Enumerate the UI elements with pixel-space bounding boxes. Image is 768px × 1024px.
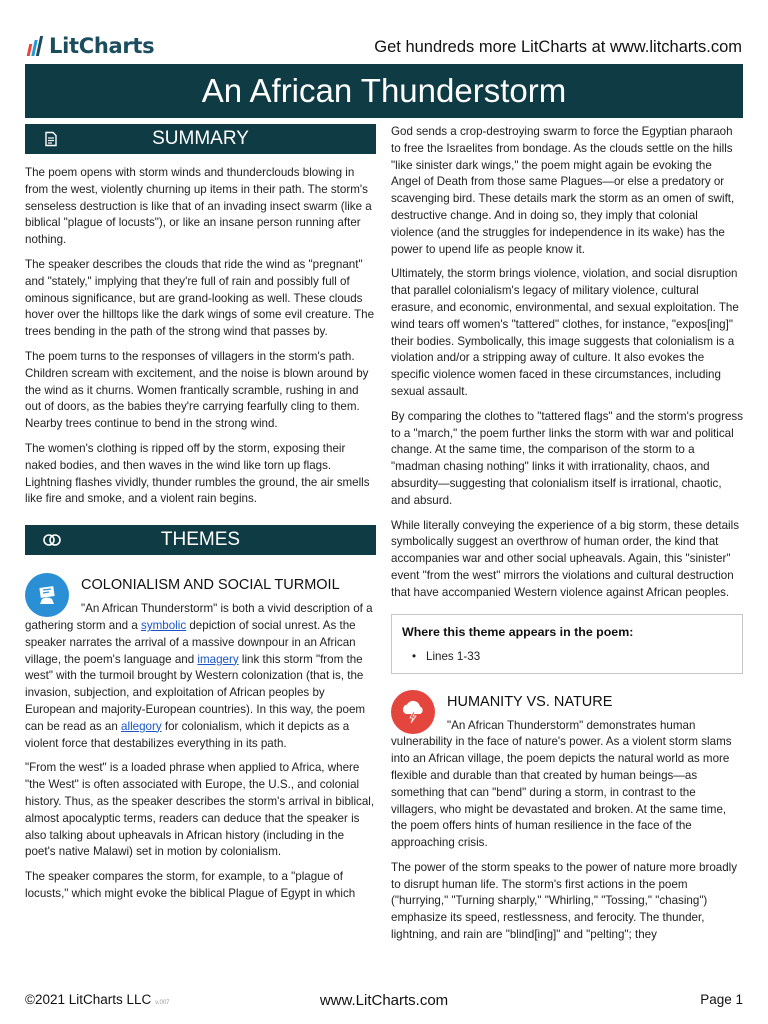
colonialism-theme-title: COLONIALISM AND SOCIAL TURMOIL (81, 577, 340, 594)
nature-paragraph: The power of the storm speaks to the power of nature more broadly to disrupt human life. The storm's first actions in the poem ("hurrying," "Turning sharply," "Whirling," "Tossing," "chasing") emphasize its speed, restlessness, and ferocity. The thunder, lightning, and rain are "blind[ing]" and "pelting"; they (391, 860, 738, 942)
colonialism-paragraph: God sends a crop-destroying swarm to force the Egyptian pharaoh to free the Israelites from bondage. As the clouds settle on the hills "like sinister dark wings," the poem might again be evoking the Angel of Death from those same Plagues—or else a predatory or scavenging bird. These details mark the storm as an omen of swift, destructive change. And in doing so, they imply that colonial violence (and the struggles for independence in its wake) has the power to upend life as people know it. (391, 125, 735, 256)
nature-theme-title: HUMANITY VS. NATURE (447, 693, 613, 710)
colonialism-paragraph: While literally conveying the experience of a big storm, these details symbolically suggest an overthrow of human order, the kind that accompanies war and other social upheavals. Again, this "sinister" event "from the west" mirrors the violations and cultural destruction that have accompanied Western violence against African peoples. (391, 518, 739, 599)
summary-paragraph: The women's clothing is ripped off by the storm, exposing their naked bodies, and then waves in the wind like torn up flags. Lightning flashes vividly, thunder rumbles the ground, the air smells like fire and smoke, and a violent rain begins. (25, 441, 370, 506)
summary-paragraph: The poem opens with storm winds and thunderclouds blowing in from the west, violently churning up items in their path. The storm's senseless destruction is like that of an invading insect swarm (like a biblical "plague of locusts"), or like an insane person running after nothing. (25, 166, 372, 247)
summary-header (25, 124, 376, 154)
theme-appears-box (391, 614, 743, 674)
page-title: An African Thunderstorm (25, 64, 743, 118)
themes-header (25, 525, 376, 555)
theme-nature (391, 694, 743, 944)
page-header (0, 0, 768, 64)
themes-rings-icon (43, 532, 61, 548)
symbolic-link[interactable]: symbolic (141, 618, 187, 632)
header-tagline: Get hundreds more LitCharts at www.litcharts.com (374, 38, 742, 56)
colonialism-paragraph: "An African Thunderstorm" is both a vivid description of a gathering storm and a symbolic depiction of social unrest. As the speaker narrates the arrival of a massive downpour in an African village, the poem's language and imagery link this storm "from the west" with the turmoil brought by Western colonization (that is, the invasion, subjection, and exploitation of African peoples by European and majority-European countries). In this way, the poem can be read as an allegory for colonialism, which it depicts as a violent force that destabilizes everything in its path. (25, 602, 373, 750)
imagery-link[interactable]: imagery (197, 652, 239, 666)
themes-heading: THEMES (160, 529, 241, 551)
colonialism-paragraph: By comparing the clothes to "tattered flags" and the storm's progress to a "march," the poem further links the storm with war and political change. At the same time, the comparison of the storm to a "madman chasing nothing" links it with irrationality, chaos, and absurdity—suggesting that colonialism itself is irrational, chaotic, and absurd. (391, 409, 743, 507)
colonialism-paragraph: Ultimately, the storm brings violence, violation, and social disruption that parallel colonialism's legacy of military violence, cultural erasure, and economic, environmental, and sexual exploitation. The wind tears off women's "tattered" clothes, for instance, "expos[ing]" their bodies. Symbolically, this image suggests that colonialism is a violation and/or a stripping away of culture. It also evokes the specific violence women faced in these circumstances, including sexual assault. (391, 267, 739, 398)
summary-heading: SUMMARY (152, 128, 249, 149)
footer-version: v.007 (155, 1000, 170, 1006)
colonialism-paragraph: The speaker compares the storm, for example, to a "plague of locusts," which might evoke the biblical Plague of Egypt in which (25, 870, 356, 900)
theme-colonialism (25, 577, 376, 903)
allegory-link[interactable]: allegory (121, 719, 162, 733)
summary-paragraph: The speaker describes the clouds that ride the wind as "pregnant" and "stately," implying that they're full of rain and possibly full of ominous significance, but are grand-looking as well. These clouds hover over the hilltops like the dark wings of some evil creature. The trees bending in the path of the strong wind that passes by. (25, 257, 375, 339)
summary-paragraph: The poem turns to the responses of villagers in the storm's path. Children scream with excitement, and the noise is blown around by the wind as it churns. Women frantically scramble, rushing in and out of doors, as the babies they're carrying fearfully cling to them. Nearby trees continue to bend in the strong wind. (25, 349, 369, 431)
theme-appears-list (402, 649, 732, 665)
footer-page-number: Page 1 (700, 992, 743, 1007)
nature-paragraph: "An African Thunderstorm" demonstrates human vulnerability in the face of nature's power. As a violent storm slams into an African village, the poem depicts the natural world as more flexible and durable than that created by human beings—as something that can "bend" during a storm, in contrast to the villagers, who might be devastated and broken. At the same time, the poem offers hints of human resilience in the face of the approaching crisis. (391, 718, 732, 850)
logo-text: LitCharts (49, 34, 155, 58)
theme-appears-item[interactable]: • Lines 1-33 (412, 649, 732, 665)
theme-appears-title: Where this theme appears in the poem: (402, 624, 634, 639)
footer-site-link[interactable]: www.LitCharts.com (319, 992, 449, 1009)
document-icon (43, 131, 59, 147)
colonialism-paragraph: "From the west" is a loaded phrase when applied to Africa, where "the West" is often associated with Europe, the U.S., and colonial history. Thus, as the speaker describes the storm's arrival in biblical, almost apocalyptic terms, readers can deduce that the speaker is also talking about upheavals in African history (including in the poet's native Malawi) set in motion by colonialism. (25, 761, 375, 859)
summary-body (25, 165, 376, 508)
left-column (25, 124, 376, 911)
litcharts-logo[interactable] (28, 34, 154, 58)
right-column (391, 124, 743, 952)
logo-bars-icon (28, 36, 43, 56)
page-footer (0, 992, 768, 1016)
footer-copyright: ©2021 LitCharts LLC v.007 (25, 992, 170, 1007)
